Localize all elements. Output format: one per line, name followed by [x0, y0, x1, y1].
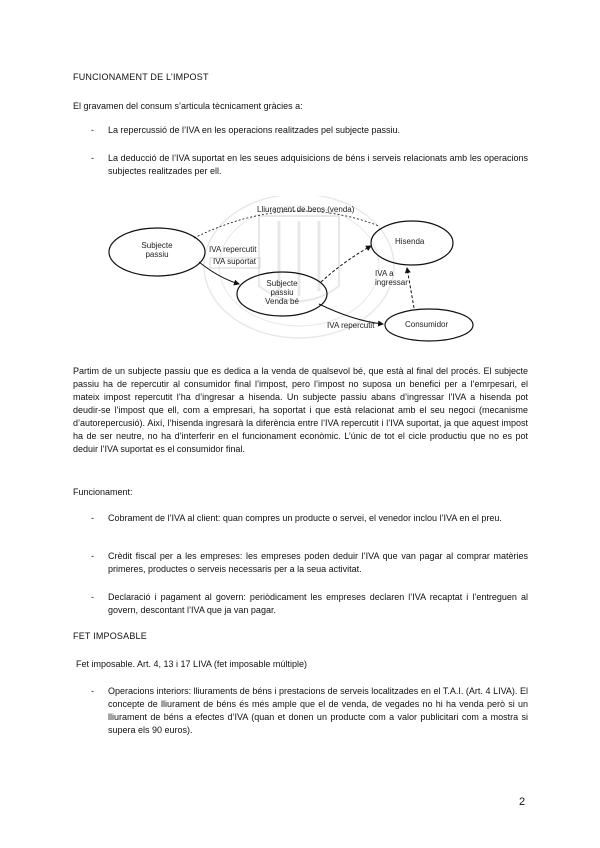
- label-iva-repercutit-2: IVA repercutit: [327, 321, 375, 330]
- list-item: [73, 124, 528, 138]
- list-item: [73, 512, 528, 540]
- bullet-dash: -: [91, 686, 94, 696]
- section-title-funcionament: FUNCIONAMENT DE L’IMPOST: [73, 72, 209, 82]
- iva-flow-diagram: [89, 196, 512, 343]
- list-item-text: Crèdit fiscal per a les empreses: les empreses poden deduir l’IVA que van pagar al comprar matèries primeres, productes o serveis necessaris per a la seua activitat.: [108, 551, 528, 575]
- list-item-text: Operacions interiors: lliuraments de béns i prestacions de serveis localitzades en el T.A.I. (Art. 4 LIVA). El concepte de lliurament de béns és més ample que el de venda, de vegades no hi ha venda però si un lliurament de béns a efectes d’IVA (quan et donen un producte com a valor publicitari com a mostra si supera els 90 euros).: [108, 686, 528, 736]
- label-hisenda: Hisenda: [395, 237, 425, 246]
- list-item-text: Declaració i pagament al govern: periòdicament les empreses declaren l’IVA recaptat i l’entreguen al govern, descontant l’IVA que ja van pagar.: [108, 592, 528, 616]
- label-lliurament: Lliurament de bens (venda): [257, 205, 355, 214]
- arrow-consumidor-to-hisenda: [407, 268, 414, 308]
- funcionament-label: Funcionament:: [73, 487, 133, 497]
- label-line: passiu: [145, 250, 169, 260]
- label-line: Venda bé: [265, 297, 299, 307]
- page-number: 2: [519, 796, 526, 808]
- label-line: Subjecte: [141, 241, 173, 250]
- list-item: [73, 685, 528, 741]
- label-iva-suportat: IVA suportat: [213, 257, 256, 266]
- bullet-dash: -: [91, 592, 94, 602]
- bullet-dash: -: [91, 551, 94, 561]
- arrow-center-to-hisenda: [321, 246, 371, 282]
- bullet-dash: -: [91, 153, 94, 163]
- label-iva-a-ingressar: [375, 269, 408, 287]
- body-paragraph: Partim de un subjecte passiu que es dedica a la venda de qualsevol bé, que està al final del procés. El subjecte passiu ha de repercutir al consumidor final l’impost, pero l’impost no suposa un benefici per a l’emrpesari, el mateix impost repercutit l’ha d’ingresar a hisenda. Un subjecte passiu abans d’ingressar l’IVA a hisenda pot deudir-se l’impost que ell, com a empresari, ha soportat i que està relacionat amb el seu negoci (mecanisme d’autorepercusió). Així, l’hisenda ingresarà la diferència entre l’IVA repercutit i l’IVA suportat, ja que aquest impost ha de ser neutre, no ha d’interferir en el funcionament econòmic. L’únic de tot el cicle productiu que no es pot deduir l’IVA suportat es el consumidor final.: [73, 366, 528, 455]
- label-iva-repercutit-1: IVA repercutit: [209, 245, 257, 254]
- list-item-text: Cobrament de l’IVA al client: quan compres un producte o servei, el venedor inclou l’IVA en el preu.: [108, 513, 502, 523]
- list-item-text: La deducció de l’IVA suportat en les seues adquisicions de béns i serveis relacionats amb les operacions subjectes realitzades per ell.: [108, 153, 528, 177]
- diagram-graphic: [89, 196, 512, 343]
- label-line: Subjecte: [266, 279, 298, 288]
- label-consumidor: Consumidor: [405, 320, 449, 329]
- list-item: [73, 550, 528, 578]
- bullet-dash: -: [91, 513, 94, 523]
- section-title-fet-imposable: FET IMPOSABLE: [73, 631, 147, 641]
- label-line: ingressar: [375, 278, 408, 288]
- label-subjecte-passiu-left: [137, 241, 177, 259]
- intro-text: El gravamen del consum s’articula tècnicament gràcies a:: [73, 101, 303, 111]
- fet-subtitle: Fet imposable. Art. 4, 13 i 17 LIVA (fet imposable múltiple): [76, 659, 307, 669]
- watermark-seal: [204, 196, 394, 338]
- list-item-text: La repercussió de l’IVA en les operacions realitzades pel subjecte passiu.: [108, 125, 401, 135]
- label-center-node: [259, 279, 305, 307]
- list-item: [73, 591, 528, 619]
- label-line: IVA a: [375, 269, 394, 278]
- list-item: [73, 152, 528, 180]
- label-line: passiu: [270, 288, 294, 298]
- bullet-dash: -: [91, 125, 94, 135]
